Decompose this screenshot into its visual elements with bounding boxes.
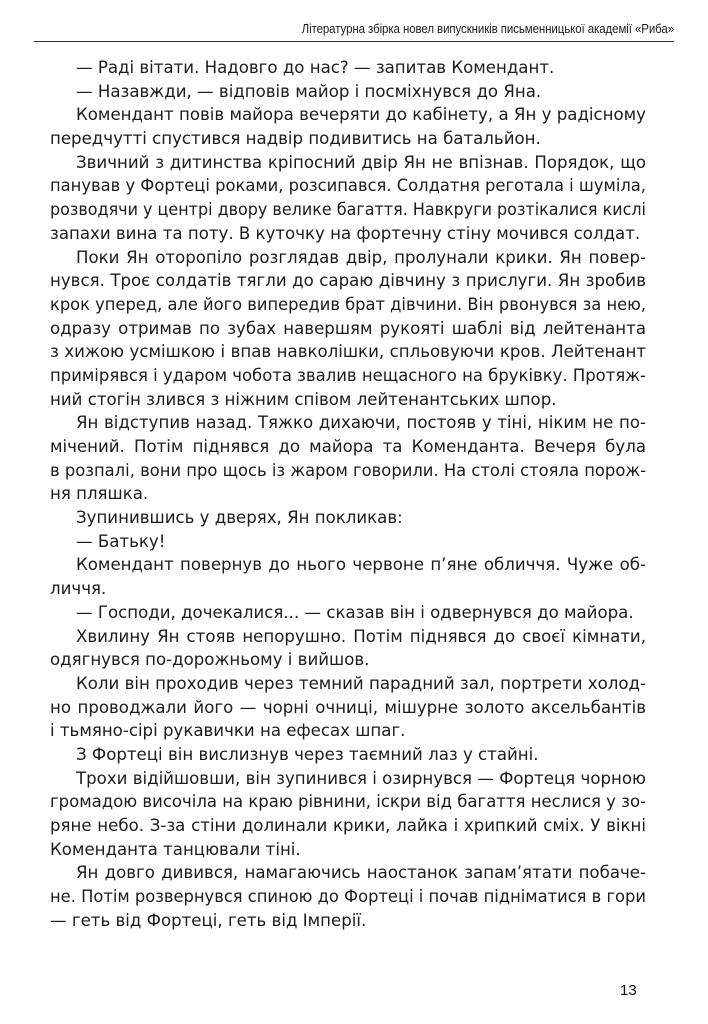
running-header (85, 22, 674, 42)
text-line-content: — Назавжди, — відповів майор і посміхнувся до Яна. (76, 81, 542, 101)
text-line-content: ряне небо. З-за стіни долинали крики, лайка і хрипкий сміх. У вікні (50, 816, 646, 835)
text-line (50, 174, 646, 198)
text-line-content: — Батьку! (76, 531, 166, 551)
text-line (50, 601, 646, 625)
text-line (50, 340, 646, 364)
text-line-content: одразу отримав по зубах навершям рукояті шаблі від лейтенанта (50, 318, 646, 338)
text-line (50, 648, 646, 672)
text-line-content: Ян довго дивився, намагаючись наостанок запам’ятати побаче- (76, 863, 646, 883)
text-line-content: мічений. Потім піднявся до майора та Коменданта. Вечеря була (50, 437, 646, 456)
text-line (50, 909, 646, 933)
text-line-content: — Раді вітати. Надовго до нас? — запитав Комендант. (76, 58, 555, 77)
text-line-content: ний стогін злився з ніжним співом лейтенантських шпор. (50, 389, 557, 409)
text-line (50, 435, 646, 459)
text-line-content: нувся. Троє солдатів тягли до сараю дівчину з прислуги. Ян зробив (50, 271, 646, 291)
text-line (50, 246, 646, 270)
text-line-content: з хижою усмішкою і впав навколішки, спльовуючи кров. Лейтенант (50, 342, 646, 362)
text-line-content: Ян відступив назад. Тяжко дихаючи, постояв у тіні, ніким не по- (76, 413, 646, 433)
text-line (50, 80, 646, 104)
text-line-content: Комендант повернув до нього червоне п’яне обличчя. Чуже об- (76, 555, 646, 575)
text-line (50, 411, 646, 435)
text-line (50, 553, 646, 577)
text-line (50, 885, 646, 909)
text-line (50, 767, 646, 791)
text-line-content: ня пляшка. (50, 484, 149, 504)
text-line-content: Трохи відійшовши, він зупинився і озирнувся — Фортеця чорною (76, 768, 646, 788)
text-line-content: — геть від Фортеці, геть від Імперії. (50, 910, 367, 930)
text-line-content: — Господи, дочекалися... — сказав він і одвернувся до майора. (76, 602, 634, 622)
text-line (50, 861, 646, 885)
text-line-content: не. Потім розвернувся спиною до Фортеці і почав підніматися в гори (50, 887, 646, 907)
text-line-content: передчутті спустився надвір подивитись на батальйон. (50, 129, 541, 149)
story-body-text (50, 56, 646, 932)
text-line-content: Звичний з дитинства кріпосний двір Ян не впізнав. Порядок, що (76, 152, 646, 172)
text-line (50, 506, 646, 530)
text-line-content: личчя. (50, 579, 107, 599)
text-line-content: одягнувся по-дорожньому і вийшов. (50, 650, 370, 670)
text-line (50, 625, 646, 649)
text-line (50, 814, 646, 838)
text-line (50, 838, 646, 862)
text-line-content: Хвилину Ян стояв непорушно. Потім піднявся до своєї кімнати, (76, 626, 646, 646)
text-line (50, 151, 646, 175)
text-line (50, 198, 646, 222)
text-line-content: громадою височіла на краю рівнини, іскри від багаття неслися у зо- (50, 792, 646, 812)
header-rule (34, 41, 674, 42)
text-line (50, 222, 646, 246)
text-line (50, 577, 646, 601)
text-line (50, 672, 646, 696)
text-line-content: запахи вина та поту. В куточку на фортечну стіну мочився солдат. (50, 223, 641, 243)
text-line-content: панував у Фортеці роками, розсипався. Солдатня реготала і шуміла, (50, 176, 646, 196)
text-line (50, 530, 646, 554)
text-line-content: Коменданта танцювали тіні. (50, 839, 301, 859)
text-line (50, 103, 646, 127)
text-line-content: і тьмяно-сірі рукавички на ефесах шпаг. (50, 721, 406, 741)
text-line (50, 790, 646, 814)
text-line-content: Поки Ян оторопіло розглядав двір, пролунали крики. Ян повер- (76, 247, 646, 267)
text-line (50, 269, 646, 293)
running-header-title: Літературна збірка новел випускників письменницької академії «Риба» (301, 22, 674, 36)
text-line (50, 696, 646, 720)
page-number: 13 (620, 982, 637, 999)
text-line-content: Зупинившись у дверях, Ян покликав: (76, 508, 403, 528)
text-line (50, 364, 646, 388)
text-line-content: Коли він проходив через темний парадний зал, портрети холод- (76, 673, 646, 693)
text-line (50, 743, 646, 767)
text-line (50, 317, 646, 341)
text-line-content: примірявся і ударом чобота звалив нещасного на бруківку. Протяж- (50, 365, 646, 385)
text-line-content: З Фортеці він вислизнув через таємний лаз у стайні. (76, 744, 539, 764)
text-line (50, 459, 646, 483)
text-line (50, 388, 646, 412)
text-line-content: в розпалі, вони про щось із жаром говорили. На столі стояла порож- (50, 460, 646, 480)
text-line (50, 482, 646, 506)
text-line (50, 127, 646, 151)
text-line (50, 293, 646, 317)
text-line (50, 719, 646, 743)
text-line-content: розводячи у центрі двору велике багаття. Навкруги розтікалися кислі (50, 200, 646, 220)
text-line (50, 56, 646, 80)
text-line-content: крок уперед, але його випередив брат дівчини. Він рвонувся за нею, (50, 294, 646, 314)
text-line-content: но проводжали його — чорні очниці, мішурне золото аксельбантів (50, 697, 646, 717)
text-line-content: Комендант повів майора вечеряти до кабінету, а Ян у радісному (76, 105, 646, 125)
